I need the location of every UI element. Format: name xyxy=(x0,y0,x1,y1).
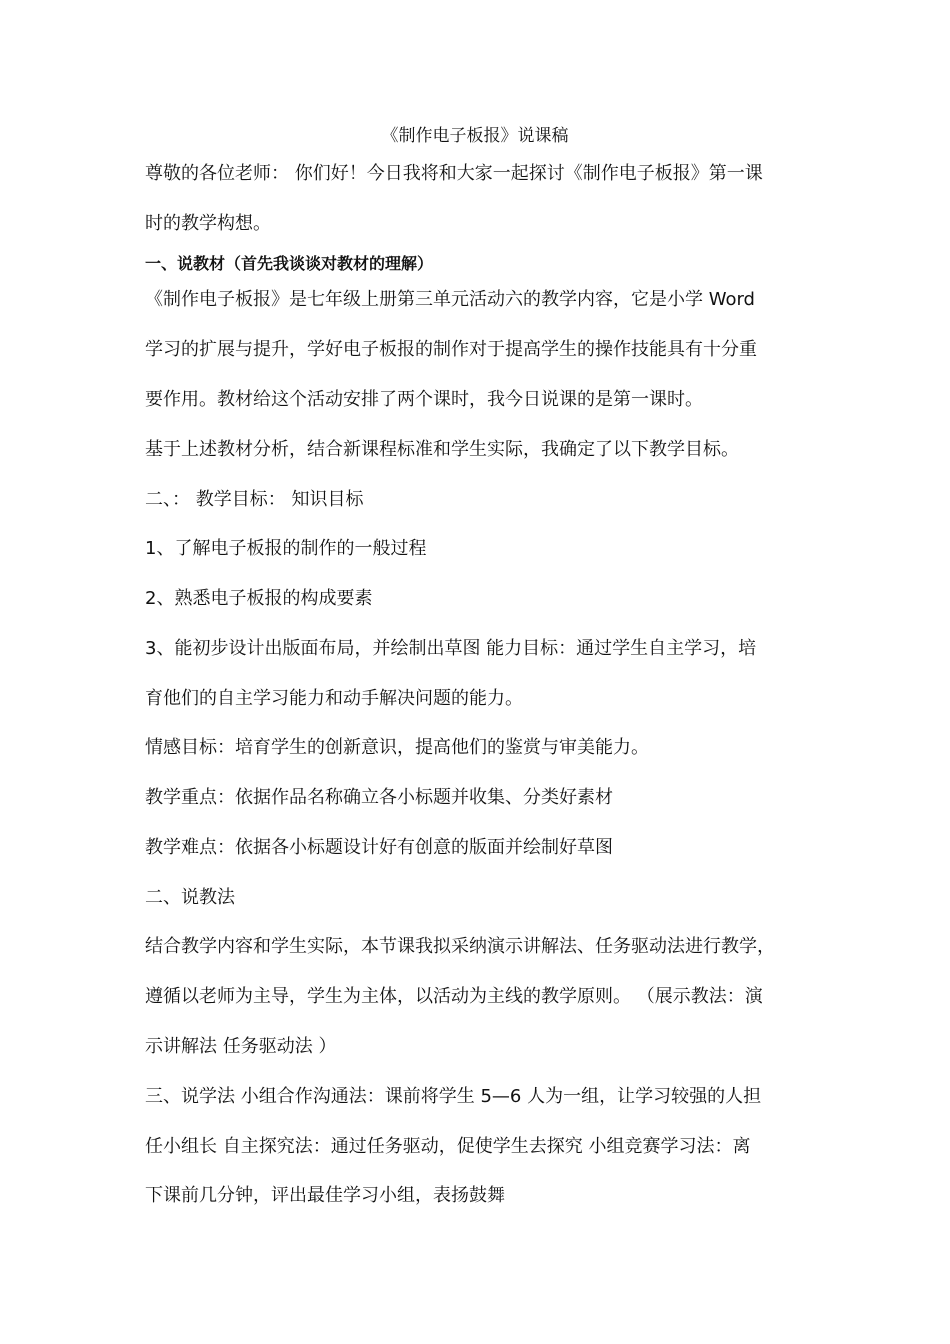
paragraph-line: 教学难点：依据各小标题设计好有创意的版面并绘制好草图 xyxy=(145,837,613,858)
paragraph-line: 《制作电子板报》是七年级上册第三单元活动六的教学内容，它是小学 Word xyxy=(145,289,755,310)
section-heading-textbook: 一、说教材（首先我谈谈对教材的理解） xyxy=(145,254,434,273)
paragraph-line: 学习的扩展与提升，学好电子板报的制作对于提高学生的操作技能具有十分重 xyxy=(145,339,757,360)
paragraph-line: 育他们的自主学习能力和动手解决问题的能力。 xyxy=(145,688,523,709)
section-heading-goals: 二、： 教学目标： 知识目标 xyxy=(145,489,364,510)
document-title: 《制作电子板报》说课稿 xyxy=(381,126,569,146)
paragraph-line: 时的教学构想。 xyxy=(145,213,271,234)
paragraph-line: 遵循以老师为主导，学生为主体，以活动为主线的教学原则。 （展示教法：演 xyxy=(145,986,763,1007)
paragraph-line: 情感目标：培育学生的创新意识，提高他们的鉴赏与审美能力。 xyxy=(145,737,649,758)
paragraph-line: 结合教学内容和学生实际，本节课我拟采纳演示讲解法、任务驱动法进行教学， xyxy=(145,936,775,957)
paragraph-line: 要作用。教材给这个活动安排了两个课时，我今日说课的是第一课时。 xyxy=(145,389,703,410)
paragraph-line: 基于上述教材分析，结合新课程标准和学生实际，我确定了以下教学目标。 xyxy=(145,439,739,460)
paragraph-line: 教学重点：依据作品名称确立各小标题并收集、分类好素材 xyxy=(145,787,613,808)
paragraph-line: 下课前几分钟，评出最佳学习小组，表扬鼓舞 xyxy=(145,1185,505,1206)
paragraph-line: 任小组长 自主探究法：通过任务驱动，促使学生去探究 小组竞赛学习法：离 xyxy=(145,1136,751,1157)
list-item: 1、了解电子板报的制作的一般过程 xyxy=(145,538,427,559)
paragraph-line: 示讲解法 任务驱动法 ） xyxy=(145,1036,337,1057)
section-heading-method: 二、说教法 xyxy=(145,887,235,908)
paragraph-line-greeting: 尊敬的各位老师： 你们好！今日我将和大家一起探讨《制作电子板报》第一课 xyxy=(145,163,763,184)
section-heading-learning: 三、说学法 小组合作沟通法：课前将学生 5—6 人为一组，让学习较强的人担 xyxy=(145,1086,762,1107)
list-item: 2、熟悉电子板报的构成要素 xyxy=(145,588,373,609)
list-item: 3、能初步设计出版面布局，并绘制出草图 能力目标：通过学生自主学习，培 xyxy=(145,638,757,659)
